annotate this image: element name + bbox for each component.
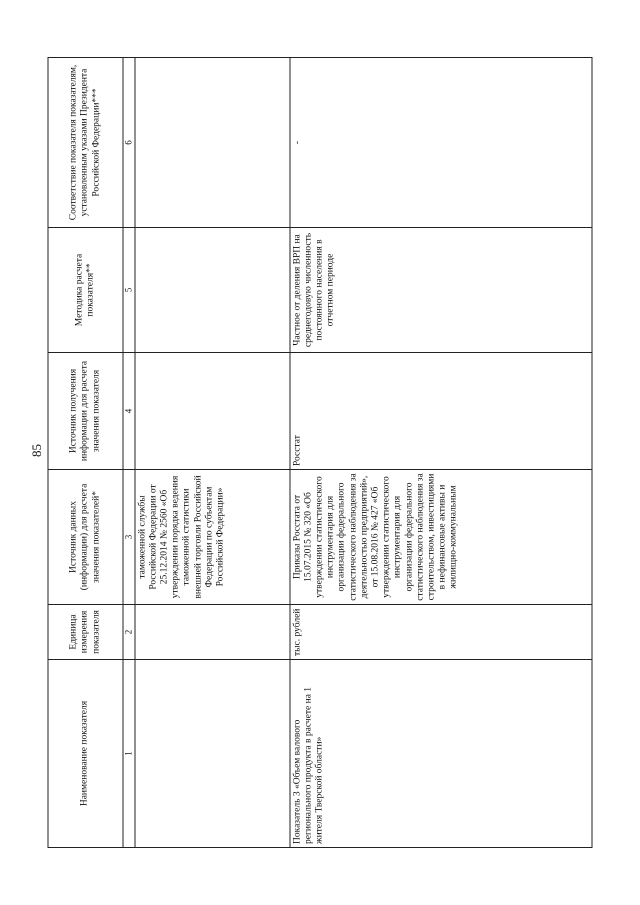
column-number: 4 xyxy=(123,352,135,469)
page-number: 85 xyxy=(29,444,44,457)
column-number: 6 xyxy=(123,57,135,227)
cell-compliance: - xyxy=(290,57,592,227)
column-number: 5 xyxy=(123,227,135,352)
column-number: 1 xyxy=(123,659,135,847)
column-number: 2 xyxy=(123,604,135,659)
header-compliance: Соответствие показателя показателям, установленным указами Президента Российской Федерации*** xyxy=(48,57,123,227)
cell-compliance xyxy=(135,57,290,227)
cell-unit xyxy=(135,604,290,659)
indicator-table xyxy=(48,57,593,848)
header-unit: Единица измерения показателя xyxy=(48,604,123,659)
cell-method xyxy=(135,227,290,352)
cell-indicator-name: Показатель 3 «Объем валового регионального продукта в расчете на 1 жителя Тверской области» xyxy=(290,659,592,847)
table-row xyxy=(135,57,290,847)
header-method: Методика расчета показателя** xyxy=(48,227,123,352)
table-header-row xyxy=(48,57,123,847)
column-number-row xyxy=(123,57,135,847)
table-row xyxy=(290,57,592,847)
cell-data-source: Приказы Росстата от 15.07.2015 № 320 «Об утверждении статистического инструментария для организации федерального статистического наблюдения за деятельностью предприятий», от 15.08.2016 № 427 «Об утверждении статистического инструментария для организации федерального статистического наблюдения за строительством, инвестициями в нефинансовые активы и жилищно-коммунальным xyxy=(290,469,592,604)
header-indicator-name: Наименование показателя xyxy=(48,659,123,847)
header-data-source: Источник данных (информации) для расчета значения показателей* xyxy=(48,469,123,604)
cell-unit: тыс. рублей xyxy=(290,604,592,659)
cell-indicator-name xyxy=(135,659,290,847)
cell-method: Частное от деления ВРП на среднегодовую численность постоянного населения в отчетном периоде xyxy=(290,227,592,352)
rotated-table-container xyxy=(48,58,593,848)
column-number: 3 xyxy=(123,469,135,604)
cell-info-source xyxy=(135,352,290,469)
cell-info-source: Росстат xyxy=(290,352,592,469)
header-info-source: Источник получения информации для расчета значения показателя xyxy=(48,352,123,469)
cell-data-source: таможенной службы Российской Федерации от 25.12.2014 № 2560 «Об утверждении порядка ведения таможенной статистики внешней торговли Российской Федерации по субъектам Российской Федерации» xyxy=(135,469,290,604)
